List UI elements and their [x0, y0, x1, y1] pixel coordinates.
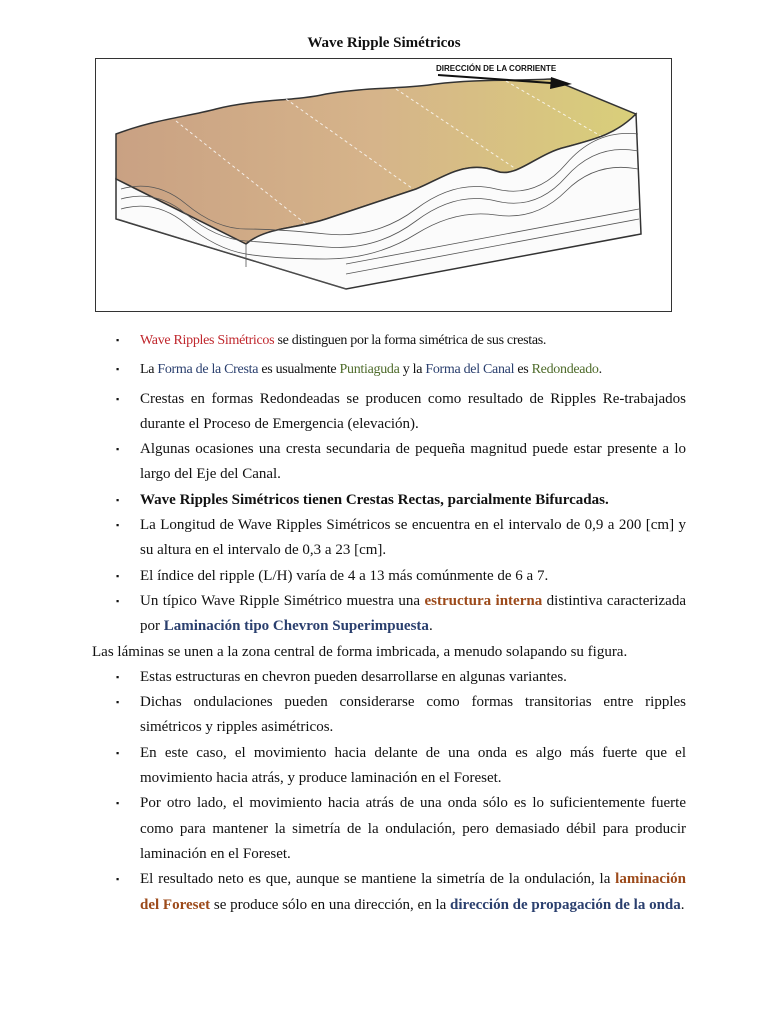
text-segment: Estas estructuras en chevron pueden desarrollarse en algunas variantes. — [140, 668, 567, 685]
page-title: Wave Ripple Simétricos — [307, 35, 461, 51]
highlighted-text: Forma de la Cresta — [157, 362, 259, 378]
text-segment: . — [542, 333, 547, 348]
text-segment: El índice del ripple (L/H) varía de 4 a 13 más comúnmente de 6 a 7. — [140, 567, 549, 584]
highlighted-text: Wave Ripples Simétricos tienen Crestas Rectas, parcialmente Bifurcadas. — [140, 491, 609, 508]
text-segment: . — [428, 618, 433, 635]
bullet-icon: ▪ — [116, 671, 120, 682]
paragraph — [92, 640, 686, 665]
text-segment: Dichas ondulaciones pueden considerarse como formas transitorias entre ripples simétricos y ripples asimétricos. — [140, 694, 686, 736]
bullet-item — [92, 437, 686, 488]
current-direction-label: DIRECCIÓN DE LA CORRIENTE — [436, 64, 557, 73]
bullet-item — [92, 357, 686, 382]
bullet-icon: ▪ — [116, 570, 120, 581]
text-segment: Crestas en formas Redondeadas se producen como resultado de Ripples Re-trabajados durante el Proceso de Emergencia (elevación). — [140, 390, 686, 432]
bullet-item — [92, 791, 686, 867]
highlighted-text: Forma del Canal — [425, 362, 515, 378]
bullet-icon: ▪ — [116, 335, 119, 345]
text-segment: La — [140, 362, 158, 378]
text-segment: Un típico Wave Ripple Simétrico muestra una — [140, 592, 425, 609]
bullet-icon: ▪ — [116, 393, 120, 404]
bullet-item — [92, 328, 686, 353]
text-segment: es — [514, 362, 532, 378]
text-segment: En este caso, el movimiento hacia delante de una onda es algo más fuerte que el movimiento hacia atrás, y produce laminación en el Foreset. — [140, 744, 686, 787]
text-segment: forma simétrica de sus crestas — [383, 333, 543, 348]
bullet-icon: ▪ — [116, 494, 120, 505]
bullet-item — [92, 690, 686, 741]
highlighted-text: Wave Ripples Simétricos — [140, 333, 275, 348]
highlighted-text: laminación del Foreset — [140, 871, 686, 913]
text-segment: se distinguen por la — [274, 333, 384, 348]
bullet-item — [92, 867, 686, 918]
bullet-item — [92, 741, 686, 792]
text-segment: y la — [399, 362, 426, 378]
text-segment: es usualmente — [258, 362, 340, 378]
bullet-item — [92, 564, 686, 589]
bullet-item — [92, 589, 686, 640]
ripple-illustration — [96, 59, 670, 310]
bullet-item — [92, 513, 686, 564]
text-segment: Por otro lado, el movimiento hacia atrás de una onda sólo es lo suficientemente fuerte como para mantener la simetría de la ondulación, pero demasiado débil para producir laminación en el Foreset. — [140, 795, 686, 862]
bullet-item — [92, 387, 686, 438]
text-segment: Las láminas se unen a la zona central de forma imbricada, a menudo solapando su figura. — [92, 643, 628, 660]
bullet-icon: ▪ — [116, 444, 120, 455]
highlighted-text: dirección de propagación de la onda — [450, 896, 681, 913]
bullet-icon: ▪ — [116, 364, 119, 375]
text-segment: distintiva caracterizada por — [140, 592, 686, 635]
bullet-icon: ▪ — [116, 697, 120, 708]
bullet-icon: ▪ — [116, 595, 120, 606]
bullet-icon: ▪ — [116, 874, 120, 885]
text-segment: se produce sólo en una dirección, en la — [210, 896, 451, 913]
document-body — [92, 328, 686, 918]
text-segment: La Longitud de Wave Ripples Simétricos se encuentra en el intervalo de 0,9 a 200 [cm] y su altura en el intervalo de 0,3 a 23 [cm]. — [140, 517, 686, 559]
bullet-icon: ▪ — [116, 798, 120, 809]
highlighted-text: Laminación tipo Chevron Superimpuesta — [163, 618, 429, 635]
highlighted-text: Puntiaguda — [339, 362, 400, 378]
bullet-item — [92, 665, 686, 690]
highlighted-text: Redondeado — [531, 362, 599, 378]
bullet-item — [92, 488, 686, 513]
text-segment: . — [598, 362, 602, 378]
text-segment: El resultado neto es que, aunque se mantiene la simetría de la ondulación, la — [140, 871, 616, 888]
bullet-icon: ▪ — [116, 747, 120, 758]
text-segment: Algunas ocasiones una cresta secundaria de pequeña magnitud puede estar presente a lo largo del Eje del Canal. — [140, 441, 686, 483]
ripple-block-diagram — [95, 58, 672, 312]
text-segment: . — [680, 896, 685, 913]
highlighted-text: estructura interna — [424, 592, 543, 609]
bullet-icon: ▪ — [116, 520, 120, 531]
